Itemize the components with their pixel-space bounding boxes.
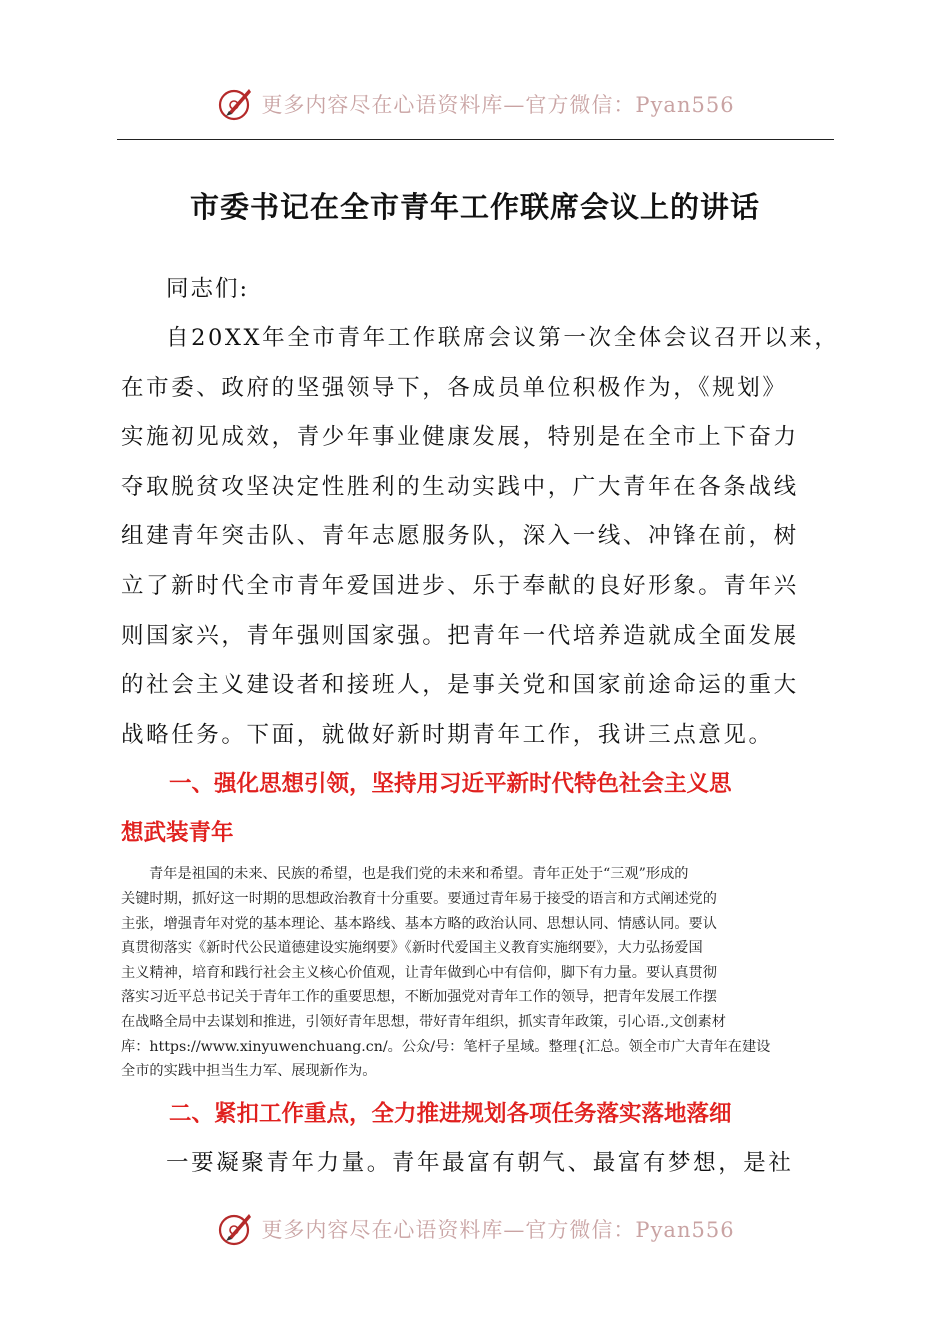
watermark-banner-bottom [0,1205,950,1253]
watermark-text: 更多内容尽在心语资料库—官方微信：Pyan556 [261,1218,735,1242]
heading-line: 一、强化思想引领，坚持用习近平新时代特色社会主义思 [169,771,732,798]
text-line: 真贯彻落实《新时代公民道德建设实施纲要》《新时代爱国主义教育实施纲要》，大力弘扬爱国 [121,940,703,957]
text-line: 战略任务。下面，就做好新时期青年工作，我讲三点意见。 [121,721,774,748]
text-line: 库：https://www.xinyuwenchuang.cn/。公众/号：笔杆子星域。整理{汇总。领全市广大青年在建设 [121,1038,771,1055]
text-line: 在市委、政府的坚强领导下，各成员单位积极作为，《规划》 [121,374,788,401]
section-2-body [121,1139,833,1189]
text-line: 主义精神，培育和践行社会主义核心价值观，让青年做到心中有信仰，脚下有力量。要认真贯彻 [121,964,717,981]
text-line: 夺取脱贫攻坚决定性胜利的生动实践中，广大青年在各条战线 [121,473,799,500]
text-line: 主张，增强青年对党的基本理论、基本路线、基本方略的政治认同、思想认同、情感认同。要认 [121,915,717,932]
header-rule [117,139,834,140]
quill-logo-icon [215,83,257,125]
text-line: 自20XX年全市青年工作联席会议第一次全体会议召开以来， [166,325,840,351]
section-2-heading [121,1090,833,1139]
text-line: 一要凝聚青年力量。青年最富有朝气、最富有梦想，是社 [166,1149,794,1176]
document-title: 市委书记在全市青年工作联席会议上的讲话 [189,190,760,224]
heading-line: 想武装青年 [121,820,234,847]
text-line: 实施初见成效，青少年事业健康发展，特别是在全市上下奋力 [121,424,799,451]
salutation: 同志们: [166,276,250,302]
intro-paragraph [121,314,840,760]
text-line: 全市的实践中担当生力军、展现新作为。 [121,1063,377,1080]
section-1-body [121,862,833,1083]
watermark-text: 更多内容尽在心语资料库—官方微信：Pyan556 [261,93,735,117]
text-line: 组建青年突击队、青年志愿服务队，深入一线、冲锋在前，树 [121,523,799,550]
text-line: 落实习近平总书记关于青年工作的重要思想，不断加强党对青年工作的领导，把青年发展工作摆 [121,989,717,1006]
text-line: 的社会主义建设者和接班人，是事关党和国家前途命运的重大 [121,672,799,699]
watermark-banner-top [0,80,950,128]
section-1-heading [121,760,833,858]
heading-line: 二、紧扣工作重点，全力推进规划各项任务落实落地落细 [169,1100,732,1127]
document-body [121,265,840,1188]
text-line: 则国家兴，青年强则国家强。把青年一代培养造就成全面发展 [121,622,799,649]
text-line: 关键时期，抓好这一时期的思想政治教育十分重要。要通过青年易于接受的语言和方式阐述党的 [121,890,717,907]
text-line: 立了新时代全市青年爱国进步、乐于奉献的良好形象。青年兴 [121,572,799,599]
text-line: 在战略全局中去谋划和推进，引领好青年思想，带好青年组织，抓实青年政策，引心语.,文创素材 [121,1013,726,1030]
quill-logo-icon [215,1208,257,1250]
text-line: 青年是祖国的未来、民族的希望，也是我们党的未来和希望。青年正处于“三观”形成的 [149,866,689,883]
